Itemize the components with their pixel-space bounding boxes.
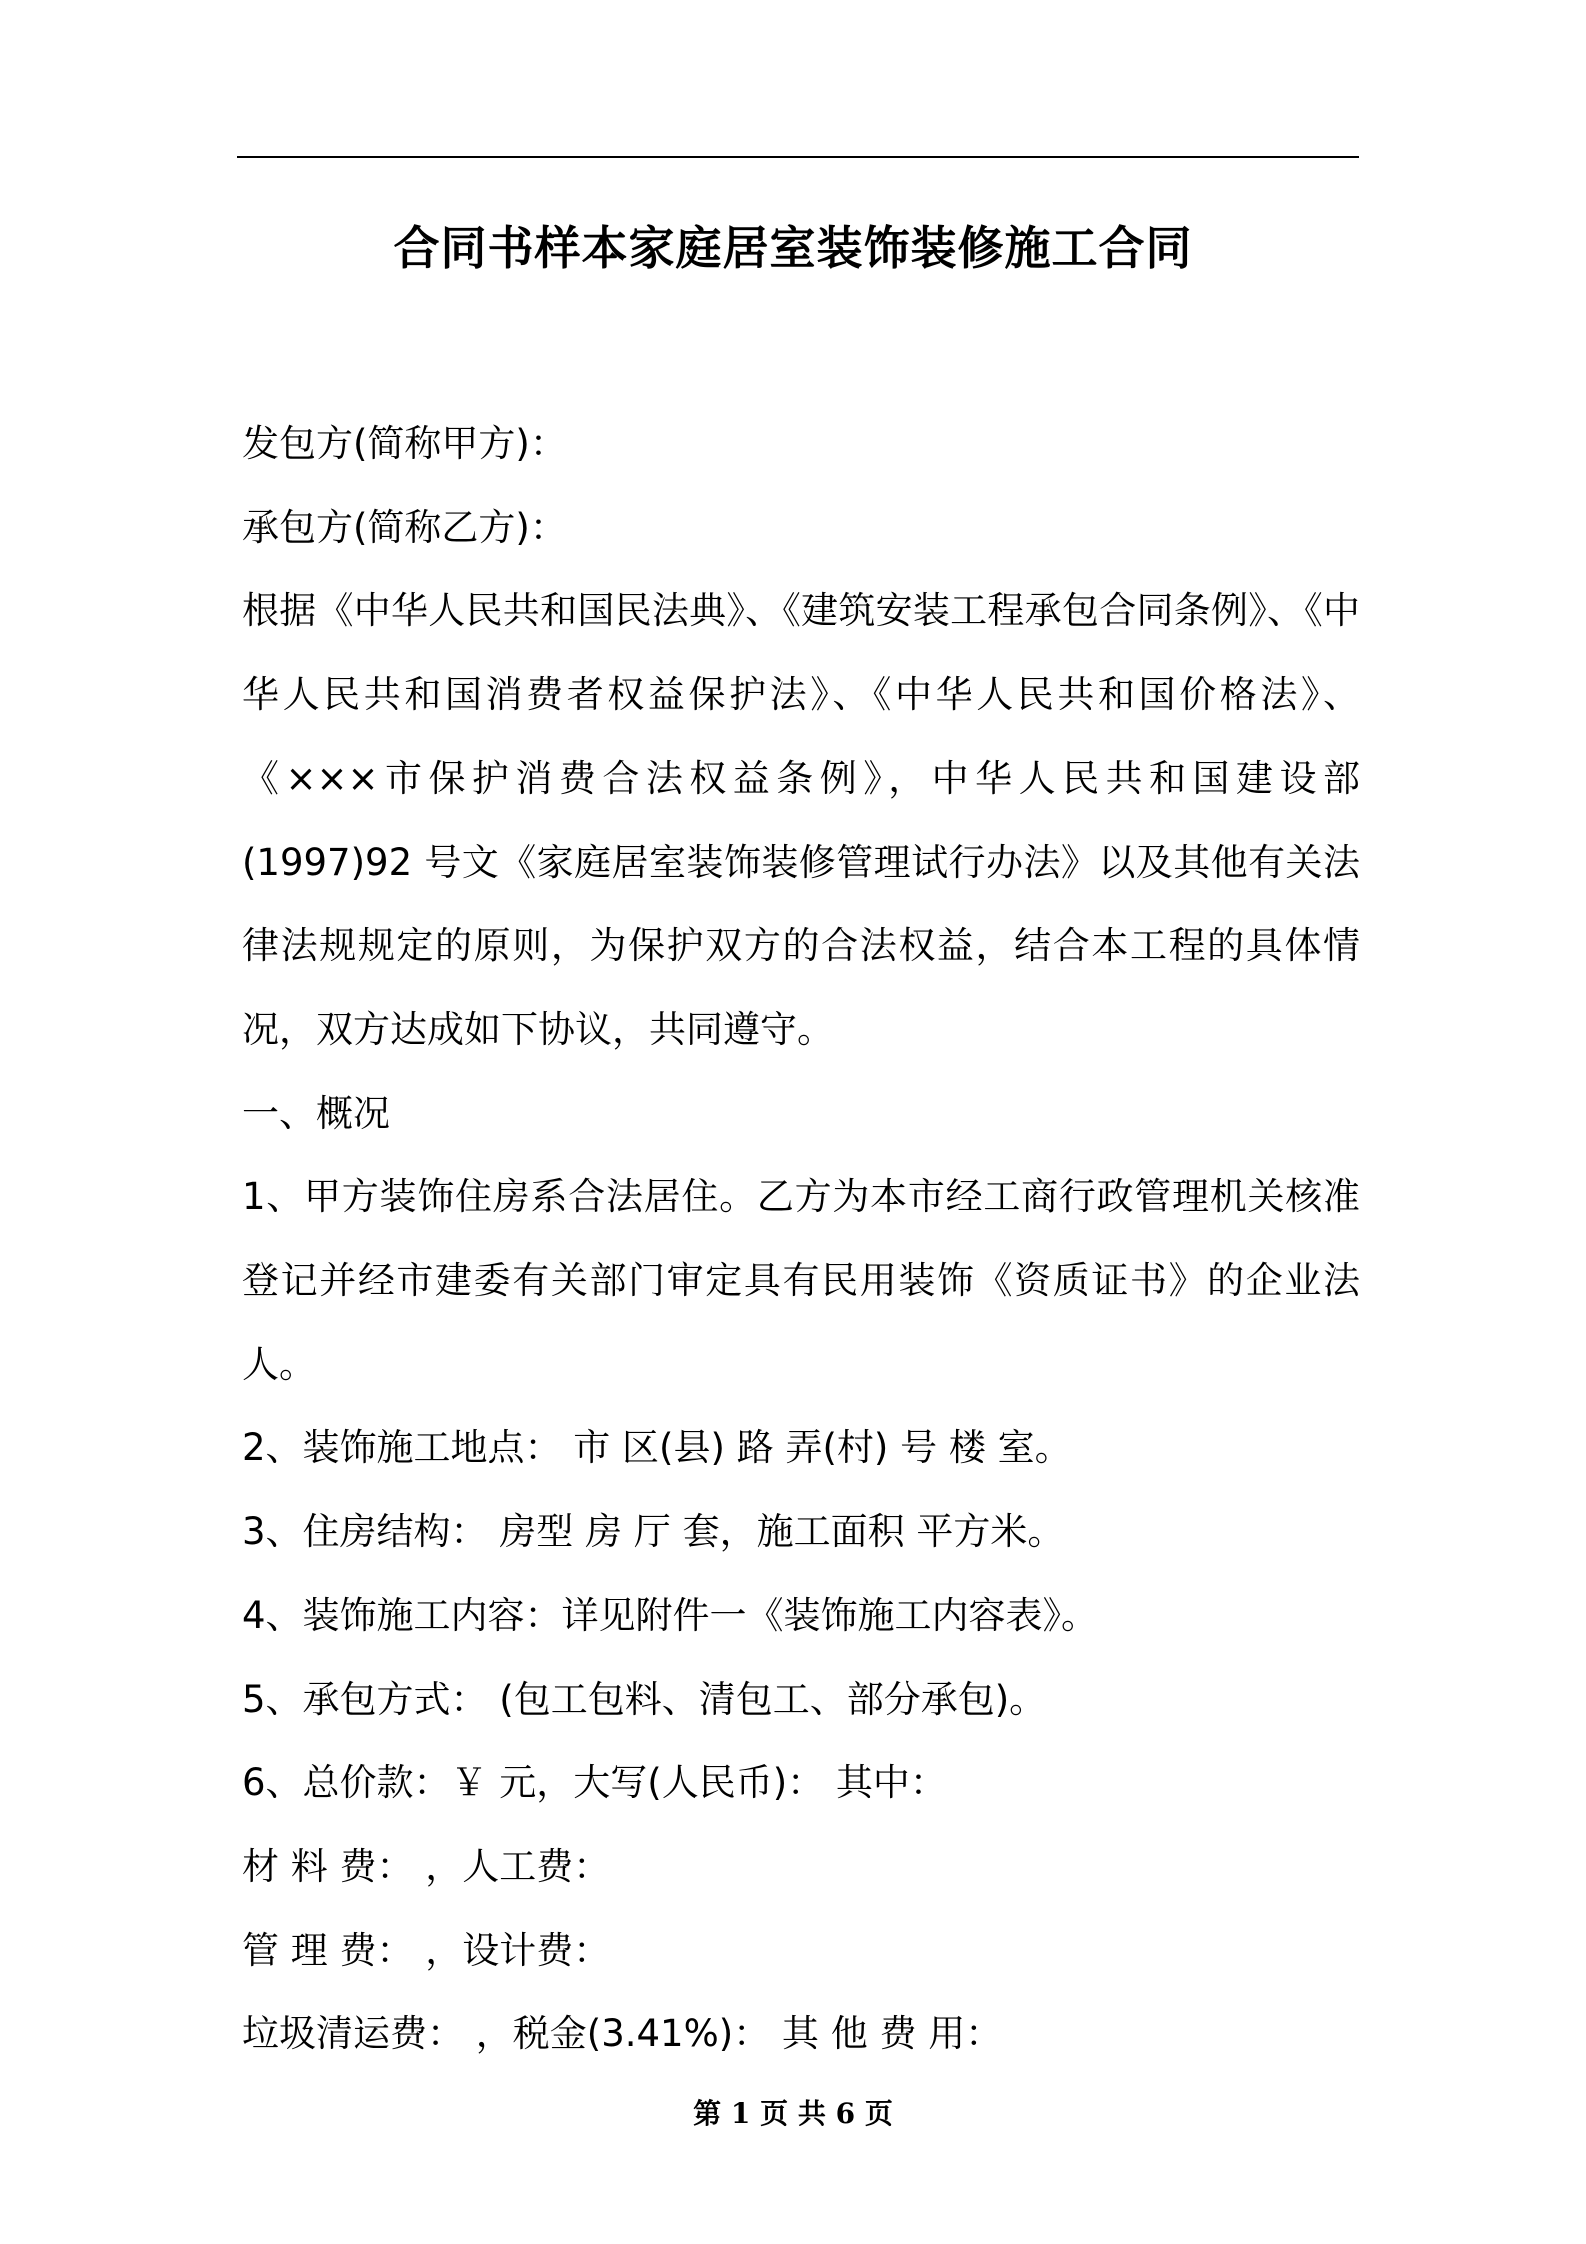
document-body — [242, 402, 1360, 2076]
page-footer: 第 1 页 共 6 页 — [693, 2097, 893, 2130]
clause-2: 2、装饰施工地点： 市 区(县) 路 弄(村) 号 楼 室。 — [242, 1426, 1072, 1470]
preamble-paragraph: 根据《中华人民共和国民法典》、《建筑安装工程承包合同条例》、《中华人民共和国消费者权益保护法》、《中华人民共和国价格法》、《×××市保护消费合法权益条例》，中华人民共和国建设部(1997)92 号文《家庭居室装饰装修管理试行办法》以及其他有关法律法规规定的原则，为保护双方的合法权益，结合本工程的具体情况，双方达成如下协议，共同遵守。 — [242, 589, 1360, 1051]
document-title: 合同书样本家庭居室装饰装修施工合同 — [393, 221, 1193, 275]
clause-5: 5、承包方式： (包工包料、清包工、部分承包)。 — [242, 1677, 1047, 1721]
cost-line-material: 材 料 费： ，人工费： — [242, 1844, 611, 1888]
header-rule — [237, 156, 1359, 158]
cost-line-waste: 垃圾清运费： ，税金(3.41%)： 其 他 费 用： — [242, 2012, 1003, 2056]
clause-4: 4、装饰施工内容：详见附件一《装饰施工内容表》。 — [242, 1593, 1099, 1637]
party-a-line: 发包方(简称甲方)： — [242, 422, 567, 465]
party-b-line: 承包方(简称乙方)： — [242, 505, 567, 549]
clause-6: 6、总价款：￥ 元，大写(人民币)： 其中： — [242, 1761, 947, 1805]
clause-1: 1、甲方装饰住房系合法居住。乙方为本市经工商行政管理机关核准登记并经市建委有关部门审定具有民用装饰《资质证书》的企业法人。 — [242, 1175, 1360, 1386]
cost-line-management: 管 理 费： ，设计费： — [242, 1928, 611, 1972]
section-heading-overview: 一、概况 — [242, 1091, 390, 1135]
clause-3: 3、住房结构： 房型 房 厅 套，施工面积 平方米。 — [242, 1510, 1065, 1554]
